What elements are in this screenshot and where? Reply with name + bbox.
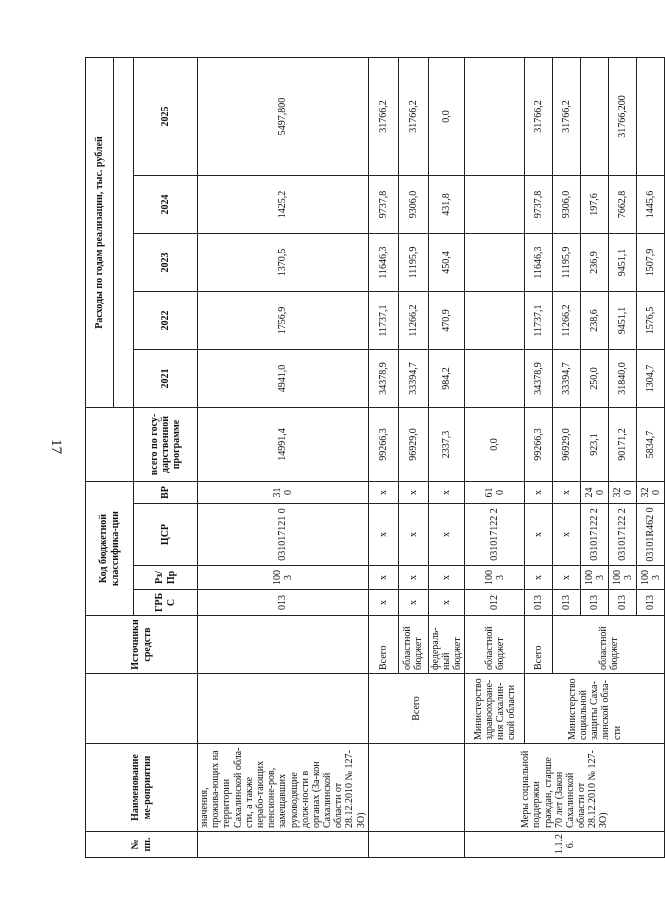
cell-2023: 1507,9: [637, 234, 665, 292]
cell-source: федераль-ный бюджет: [428, 616, 465, 674]
cell-vr: х: [398, 482, 428, 504]
cell-2025: [465, 58, 525, 176]
cell-2025: 31766,2: [553, 58, 581, 176]
header-vr: ВР: [134, 482, 198, 504]
cell-vr: 32 0: [609, 482, 637, 504]
header-sources: Источники средств: [86, 616, 198, 674]
cell-2025: 31766,2: [398, 58, 428, 176]
header-csr: ЦСР: [134, 504, 198, 566]
cell-executor: Министерство здравоохране-ния Сахалин-ской области: [465, 674, 525, 744]
cell-grbs: х: [368, 590, 398, 616]
cell-grbs: 013: [198, 590, 369, 616]
page-number: 17: [48, 439, 64, 454]
cell-rzpr: х: [525, 566, 553, 590]
cell-2023: 450,4: [428, 234, 465, 292]
cell-source: областной бюджет: [553, 616, 665, 674]
table-row: [198, 58, 369, 858]
cell-source: Всего: [368, 616, 398, 674]
cell-vr: 24 0: [581, 482, 609, 504]
cell-grbs: 013: [525, 590, 553, 616]
cell-2021: 34378,9: [368, 350, 398, 408]
budget-table: [85, 57, 665, 858]
cell-csr: 031017122 2: [465, 504, 525, 566]
cell-2025: 31766,2: [525, 58, 553, 176]
header-total-program: всего по госу-дарственной программе: [134, 408, 198, 482]
cell-rzpr: 100 3: [637, 566, 665, 590]
cell-csr: х: [368, 504, 398, 566]
cell-total: 0,0: [465, 408, 525, 482]
cell-2023: 11195,9: [398, 234, 428, 292]
cell-total: 99266,3: [368, 408, 398, 482]
cell-2023: 1370,5: [198, 234, 369, 292]
cell-grbs: 012: [465, 590, 525, 616]
cell-2023: 11646,3: [525, 234, 553, 292]
cell-csr: 031017122 2: [581, 504, 609, 566]
cell-2025: 31766,2: [368, 58, 398, 176]
cell-2022: 470,9: [428, 292, 465, 350]
cell-csr: х: [553, 504, 581, 566]
cell-total-label: Всего: [368, 674, 465, 744]
cell-2024: 9306,0: [398, 176, 428, 234]
cell-2021: 33394,7: [553, 350, 581, 408]
header-name: Наименование ме-роприятия: [86, 744, 198, 832]
cell-csr: 031017122 2: [609, 504, 637, 566]
cell-vr: х: [553, 482, 581, 504]
cell-2022: 11737,1: [368, 292, 398, 350]
cell-2021: 984,2: [428, 350, 465, 408]
cell-2024: 1425,2: [198, 176, 369, 234]
cell-executor: [198, 674, 369, 744]
cell-2024: 7662,8: [609, 176, 637, 234]
cell-2021: 4941,0: [198, 350, 369, 408]
cell-vr: х: [368, 482, 398, 504]
cell-rzpr: х: [368, 566, 398, 590]
cell-grbs: 013: [553, 590, 581, 616]
cell-2022: 11266,2: [553, 292, 581, 350]
cell-2021: 1304,7: [637, 350, 665, 408]
cell-2023: 9451,1: [609, 234, 637, 292]
cell-2021: 31840,0: [609, 350, 637, 408]
header-year-2024: 2024: [134, 176, 198, 234]
header-year-2022: 2022: [134, 292, 198, 350]
header-budget-code: Код бюджетной классифика-ции: [86, 482, 134, 616]
cell-2024: 197,6: [581, 176, 609, 234]
cell-2022: 1576,5: [637, 292, 665, 350]
cell-rzpr: х: [398, 566, 428, 590]
cell-2023: 236,9: [581, 234, 609, 292]
header-expenses: Расходы по годам реализации, тыс. рублей: [86, 58, 114, 408]
header-year-2025: 2025: [134, 58, 198, 176]
header-year-2021: 2021: [134, 350, 198, 408]
table-row: [465, 58, 525, 858]
header-rzpr: Рз/ Пр: [134, 566, 198, 590]
cell-2025: [581, 58, 609, 176]
cell-grbs: х: [428, 590, 465, 616]
cell-grbs: 013: [581, 590, 609, 616]
header-empty: [86, 408, 134, 482]
cell-total: 96929,0: [553, 408, 581, 482]
cell-measure-name: [368, 744, 465, 832]
cell-rzpr: 100 3: [609, 566, 637, 590]
cell-rzpr: 100 3: [198, 566, 369, 590]
cell-2022: [465, 292, 525, 350]
cell-2025: 0,0: [428, 58, 465, 176]
cell-executor: Министерство социальной защиты Саха-линской обла-сти: [525, 674, 665, 744]
cell-total: 99266,3: [525, 408, 553, 482]
cell-rzpr: х: [428, 566, 465, 590]
cell-rzpr: 100 3: [465, 566, 525, 590]
cell-csr: х: [428, 504, 465, 566]
cell-measure-name: Меры социальной поддержки граждан, старше 70 лет (Закон Сахалинской области от 28.12.2010 № 127-ЗО): [465, 744, 665, 832]
cell-2024: 1445,6: [637, 176, 665, 234]
cell-2024: 9737,8: [368, 176, 398, 234]
cell-2025: [637, 58, 665, 176]
table-row: [368, 58, 398, 858]
cell-csr: х: [398, 504, 428, 566]
header-executor: [86, 674, 198, 744]
cell-csr: х: [525, 504, 553, 566]
cell-vr: 32 0: [637, 482, 665, 504]
cell-grbs: 013: [609, 590, 637, 616]
cell-vr: 61 0: [465, 482, 525, 504]
cell-vr: 31 0: [198, 482, 369, 504]
cell-2025: 5497,800: [198, 58, 369, 176]
cell-grbs: х: [398, 590, 428, 616]
cell-source: областной бюджет: [398, 616, 428, 674]
cell-2024: 431,8: [428, 176, 465, 234]
cell-2022: 11737,1: [525, 292, 553, 350]
cell-total: 96929,0: [398, 408, 428, 482]
cell-2021: 250,0: [581, 350, 609, 408]
cell-total: 5834,7: [637, 408, 665, 482]
cell-rzpr: х: [553, 566, 581, 590]
cell-2022: 1756,9: [198, 292, 369, 350]
cell-csr: 03101R462 0: [637, 504, 665, 566]
cell-source: Всего: [525, 616, 553, 674]
cell-rzpr: 100 3: [581, 566, 609, 590]
cell-2022: 11266,2: [398, 292, 428, 350]
header-row-1: [86, 58, 114, 858]
cell-2021: [465, 350, 525, 408]
cell-total: 2337,3: [428, 408, 465, 482]
cell-2022: 9451,1: [609, 292, 637, 350]
cell-source: областной бюджет: [465, 616, 525, 674]
cell-vr: х: [525, 482, 553, 504]
cell-num: [198, 832, 369, 858]
cell-2023: 11195,9: [553, 234, 581, 292]
cell-num: [368, 832, 465, 858]
cell-grbs: 013: [637, 590, 665, 616]
cell-csr: 031017121 0: [198, 504, 369, 566]
cell-2024: 9306,0: [553, 176, 581, 234]
header-years-blank: [114, 58, 134, 408]
table-row: [525, 58, 553, 858]
header-grbs: ГРБ С: [134, 590, 198, 616]
cell-2023: [465, 234, 525, 292]
header-num: № пп.: [86, 832, 198, 858]
rotated-page: [85, 58, 662, 858]
cell-num: 1.1.2 6.: [465, 832, 665, 858]
cell-total: 923,1: [581, 408, 609, 482]
cell-2021: 34378,9: [525, 350, 553, 408]
cell-vr: х: [428, 482, 465, 504]
cell-measure-name: значения, прожива-ющих на территории Сахалинской обла-сти, а также нерабо-тающих пенсионе-ров, замещавших руководящие долж-ности в органах (За-кон Сахалинской области от 28.12.2010 № 127-ЗО): [198, 744, 369, 832]
cell-2021: 33394,7: [398, 350, 428, 408]
cell-2024: 9737,8: [525, 176, 553, 234]
cell-total: 90171,2: [609, 408, 637, 482]
header-year-2023: 2023: [134, 234, 198, 292]
cell-2025: 31766,200: [609, 58, 637, 176]
cell-2022: 238,6: [581, 292, 609, 350]
cell-source: [198, 616, 369, 674]
cell-total: 14991,4: [198, 408, 369, 482]
cell-2024: [465, 176, 525, 234]
cell-2023: 11646,3: [368, 234, 398, 292]
